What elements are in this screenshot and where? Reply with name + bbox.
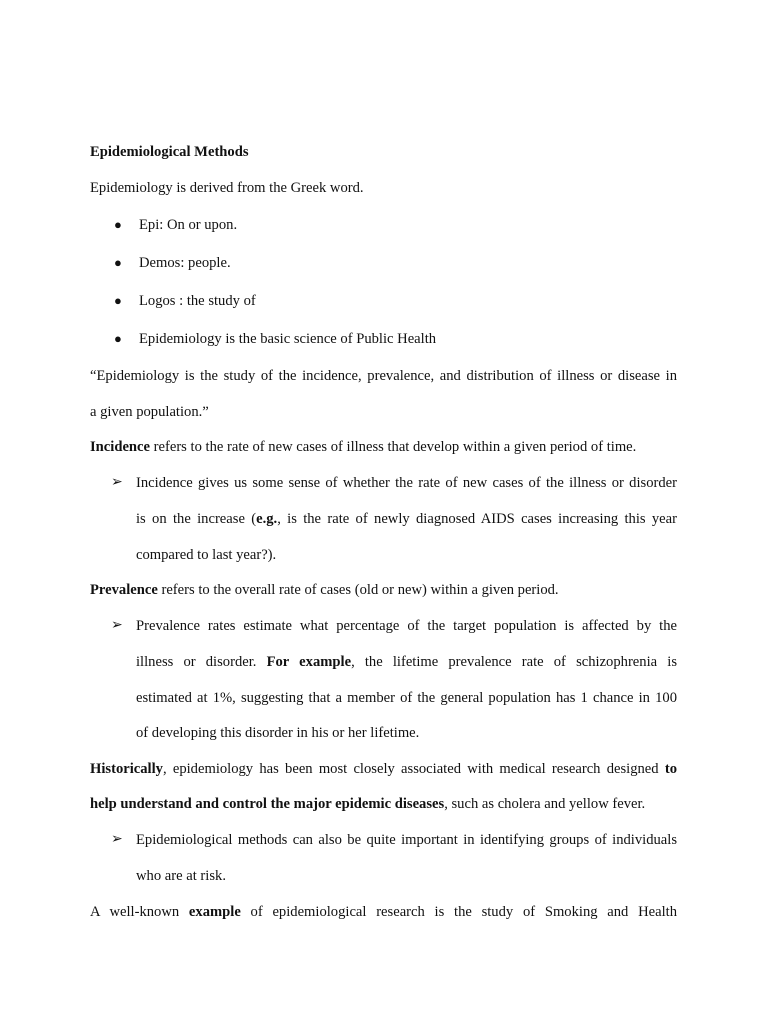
prevalence-note-line: Prevalence rates estimate what percentage of the target population is affected by the — [136, 618, 677, 634]
bullet-item: Logos : the study of — [139, 293, 256, 309]
prevalence-note-line: illness or disorder. For example, the lifetime prevalence rate of schizophrenia is — [136, 654, 677, 670]
bullet-item: Demos: people. — [139, 255, 231, 271]
quote-line: a given population.” — [90, 404, 209, 420]
bullet-icon: ● — [114, 255, 122, 270]
bullet-icon: ● — [114, 331, 122, 346]
last-paragraph-line: A well-known example of epidemiological research is the study of Smoking and Health — [90, 904, 677, 920]
historically-paragraph-line: Historically, epidemiology has been most closely associated with medical research designed to — [90, 761, 677, 777]
prevalence-note-line: of developing this disorder in his or her lifetime. — [136, 725, 420, 741]
bullet-icon: ● — [114, 217, 122, 232]
arrow-bullet-icon: ➢ — [111, 618, 123, 633]
arrow-bullet-icon: ➢ — [111, 832, 123, 847]
incidence-term: Incidence — [90, 439, 150, 455]
prevalence-term: Prevalence — [90, 582, 158, 598]
incidence-note-line: is on the increase (e.g., is the rate of newly diagnosed AIDS cases increasing this year — [136, 511, 677, 527]
incidence-note-line: Incidence gives us some sense of whether the rate of new cases of the illness or disorder — [136, 475, 677, 491]
incidence-definition: Incidence refers to the rate of new cases of illness that develop within a given period of time. — [90, 439, 637, 455]
prevalence-note-line: estimated at 1%, suggesting that a member of the general population has 1 chance in 100 — [136, 690, 677, 706]
bullet-icon: ● — [114, 293, 122, 308]
bullet-item: Epidemiology is the basic science of Public Health — [139, 331, 437, 347]
intro-paragraph: Epidemiology is derived from the Greek word. — [90, 180, 364, 196]
quote-line: “Epidemiology is the study of the incidence, prevalence, and distribution of illness or disease in — [90, 368, 677, 384]
arrow-bullet-icon: ➢ — [111, 475, 123, 490]
historically-note-line: Epidemiological methods can also be quite important in identifying groups of individuals — [136, 832, 677, 848]
document-title: Epidemiological Methods — [90, 144, 249, 160]
historically-paragraph-line: help understand and control the major epidemic diseases, such as cholera and yellow fever. — [90, 796, 646, 812]
historically-note-line: who are at risk. — [136, 868, 226, 884]
incidence-note-line: compared to last year?). — [136, 547, 277, 563]
bullet-item: Epi: On or upon. — [139, 217, 238, 233]
prevalence-definition: Prevalence refers to the overall rate of cases (old or new) within a given period. — [90, 582, 559, 598]
